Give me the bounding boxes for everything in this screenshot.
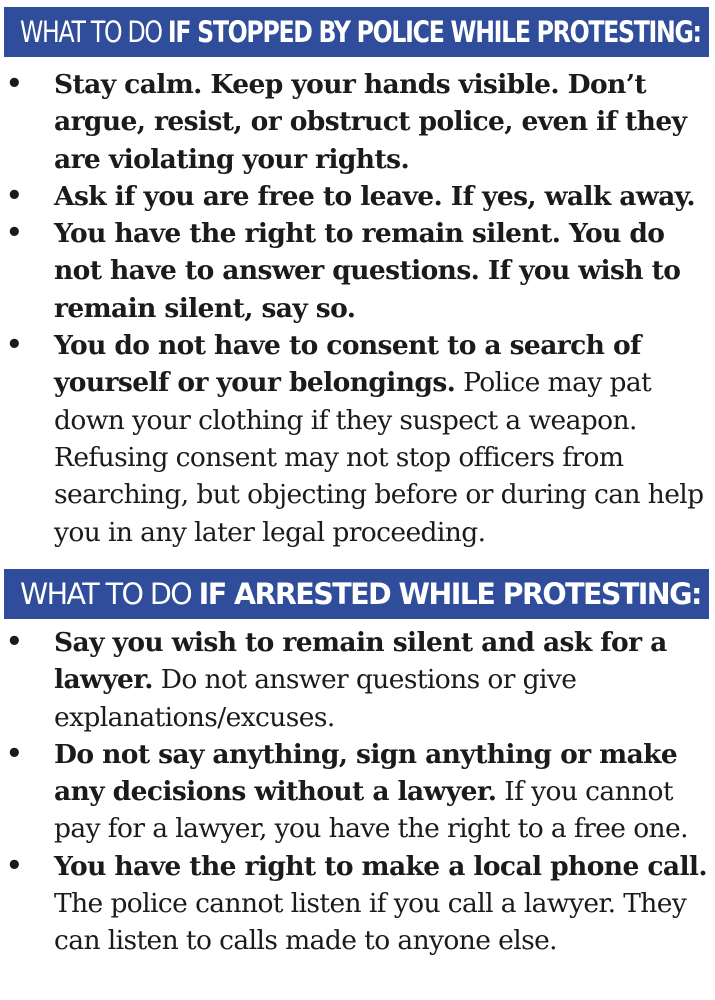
list-item [0, 736, 715, 848]
item-bold-text: You do not have to consent to a search of yourself or your belongings. [54, 330, 641, 399]
item-text: If you cannot pay for a lawyer, you have the right to a free one. [54, 776, 688, 845]
arrested-guidance-list [0, 624, 715, 960]
bullet-icon: • [6, 850, 23, 881]
bullet-icon: • [6, 180, 23, 211]
item-bold-text: Say you wish to remain silent and ask for a lawyer. [54, 627, 667, 696]
item-bold-text: Do not say anything, sign anything or make any decisions without a lawyer. [54, 738, 678, 808]
item-bold-text: Ask if you are free to leave. If yes, walk away. [54, 180, 696, 212]
list-item [0, 624, 715, 736]
item-bold-text: You have the right to remain silent. You do not have to answer questions. If you wish to remain silent, say so. [54, 218, 681, 324]
stopped-guidance-list [0, 66, 715, 551]
bullet-icon: • [6, 69, 23, 99]
bullet-icon: • [6, 627, 23, 657]
list-item [0, 66, 715, 178]
item-text: Do not answer questions or give explanations/excuses. [54, 664, 577, 733]
header-prefix: WHAT TO DO [20, 15, 168, 49]
section-header-arrested [4, 569, 709, 619]
list-item [0, 848, 715, 960]
section-header-stopped [4, 7, 709, 57]
bullet-icon: • [6, 218, 23, 249]
item-text: The police cannot listen if you call a lawyer. They can listen to calls made to anyone else. [54, 888, 687, 957]
header-prefix: WHAT TO DO [20, 577, 199, 611]
header-emphasis: IF STOPPED BY POLICE WHILE PROTESTING: [167, 15, 701, 49]
list-item [0, 215, 715, 327]
list-item [0, 178, 715, 215]
item-text: Police may pat down your clothing if they suspect a weapon. Refusing consent may not stop officers from searching, but objecting before or during can help you in any later legal proceeding. [54, 367, 704, 548]
header-emphasis: IF ARRESTED WHILE PROTESTING: [198, 577, 701, 611]
bullet-icon: • [6, 330, 23, 361]
item-bold-text: You have the right to make a local phone call. [54, 850, 708, 882]
list-item [0, 327, 715, 551]
item-bold-text: Stay calm. Keep your hands visible. Don’t argue, resist, or obstruct police, even if they are violating your rights. [54, 69, 687, 175]
bullet-icon: • [6, 738, 23, 769]
